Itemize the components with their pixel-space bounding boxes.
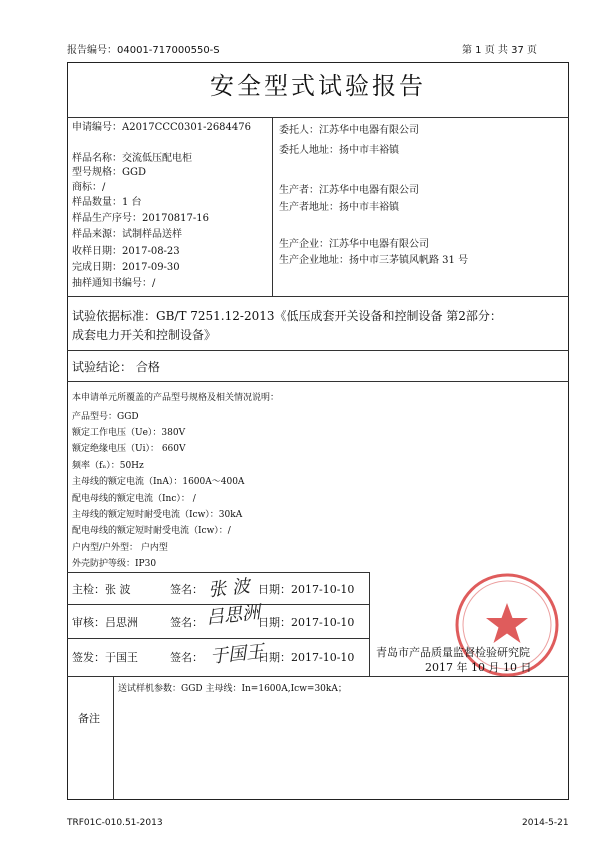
report-number: 报告编号：04001-717000550-S (67, 45, 220, 56)
approver-sign-label: 签名： (170, 651, 203, 664)
coverage-item: 配电母线的额定短时耐受电流（Icw）：/ (72, 526, 231, 536)
form-code: TRF01C-010.51-2013 (67, 818, 163, 828)
model-spec: 型号规格：GGD (72, 167, 146, 178)
institution-name: 青岛市产品质量监督检验研究院 (376, 646, 530, 659)
divider (67, 572, 369, 573)
issue-date: 2017 年 10 月 10 日 (425, 661, 532, 674)
column-divider (369, 572, 370, 676)
column-divider (272, 117, 273, 296)
reviewer-role: 审核：吕思洲 (72, 616, 138, 629)
test-conclusion: 试验结论： 合格 (72, 360, 160, 374)
factory: 生产企业：江苏华中电器有限公司 (279, 239, 429, 250)
producer-address: 生产者地址：扬中市丰裕镇 (279, 202, 399, 213)
coverage-item: 产品型号：GGD (72, 412, 139, 422)
factory-address: 生产企业地址：扬中市三茅镇风帆路 31 号 (279, 255, 469, 266)
tester-sign-label: 签名： (170, 583, 203, 596)
coverage-item: 频率（fₙ）：50Hz (72, 461, 144, 471)
coverage-item: 额定绝缘电压（Ui）： 660V (72, 444, 186, 454)
coverage-heading: 本申请单元所覆盖的产品型号规格及相关情况说明： (72, 393, 280, 403)
approver-date: 日期：2017-10-10 (258, 651, 355, 664)
divider (67, 381, 569, 382)
application-no: 申请编号：A2017CCC0301-2684476 (72, 122, 251, 133)
test-standard-line1: 试验依据标准：GB/T 7251.12-2013《低压成套开关设备和控制设备 第2部分： (72, 309, 502, 323)
trademark: 商标：/ (72, 182, 106, 193)
column-divider (113, 676, 114, 800)
producer: 生产者：江苏华中电器有限公司 (279, 185, 419, 196)
reviewer-date: 日期：2017-10-10 (258, 616, 355, 629)
tester-role: 主检：张 波 (72, 583, 131, 596)
coverage-item: 主母线的额定电流（InA）：1600A～400A (72, 477, 245, 487)
approver-role: 签发：于国王 (72, 651, 138, 664)
coverage-item: 主母线的额定短时耐受电流（Icw）：30kA (72, 510, 243, 520)
sample-serial: 样品生产序号：20170817-16 (72, 213, 210, 224)
page-indicator: 第 1 页 共 37 页 (462, 45, 537, 56)
approver-signature: 于国王 (209, 641, 266, 668)
sample-quantity: 样品数量：1 台 (72, 197, 142, 208)
receive-date: 收样日期：2017-08-23 (72, 246, 180, 257)
sample-source: 样品来源：试制样品送样 (72, 229, 182, 240)
divider (67, 117, 569, 118)
tester-signature: 张 波 (207, 575, 251, 602)
client: 委托人：江苏华中电器有限公司 (279, 125, 419, 136)
remarks-label: 备注 (78, 712, 100, 725)
complete-date: 完成日期：2017-09-30 (72, 262, 180, 273)
coverage-item: 外壳防护等级：IP30 (72, 559, 157, 569)
tester-date: 日期：2017-10-10 (258, 583, 355, 596)
form-date: 2014-5-21 (522, 818, 569, 828)
reviewer-sign-label: 签名： (170, 616, 203, 629)
remarks-text: 送试样机参数：GGD 主母线：In=1600A,Icw=30kA； (118, 684, 347, 694)
sampling-notice-no: 抽样通知书编号：/ (72, 278, 156, 289)
divider (67, 350, 569, 351)
test-standard-line2: 成套电力开关和控制设备》 (72, 328, 217, 342)
client-address: 委托人地址：扬中市丰裕镇 (279, 145, 399, 156)
coverage-item: 配电母线的额定电流（Inc）： / (72, 494, 196, 504)
coverage-item: 额定工作电压（Ue）：380V (72, 428, 186, 438)
divider (67, 638, 369, 639)
reviewer-signature: 吕思洲 (205, 602, 262, 629)
divider (67, 296, 569, 297)
report-title: 安全型式试验报告 (210, 72, 426, 100)
sample-name: 样品名称：交流低压配电柜 (72, 153, 192, 164)
coverage-item: 户内型/户外型： 户内型 (72, 543, 168, 553)
